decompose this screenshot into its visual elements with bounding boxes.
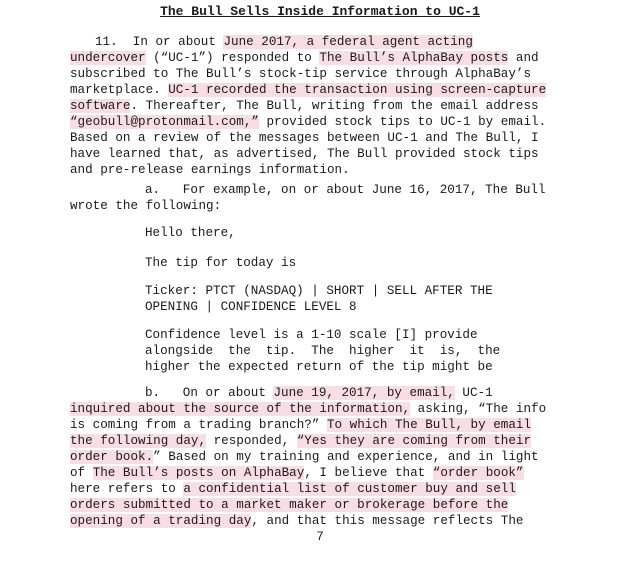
quote-line <box>145 299 357 315</box>
text-run: (“UC-1”) responded to <box>145 51 320 65</box>
page-title <box>0 4 640 20</box>
highlighted-text: June 2017, a federal agent acting <box>223 35 473 49</box>
paragraph-line <box>145 182 546 198</box>
text-run: Based on a review of the messages between UC-1 and The Bull, I <box>70 131 539 145</box>
paragraph-line <box>70 114 546 130</box>
paragraph-line <box>70 417 531 433</box>
highlighted-text: “order book” <box>432 466 524 480</box>
paragraph-line <box>70 82 546 98</box>
highlighted-text: inquired about the source of the information, <box>70 402 411 416</box>
quote-line <box>145 343 500 359</box>
paragraph-line <box>70 497 508 513</box>
text-run: and pre-release earnings information. <box>70 163 350 177</box>
quote-line <box>145 225 236 241</box>
paragraph-line <box>70 198 221 214</box>
highlighted-text: To which The Bull, by email <box>326 418 532 432</box>
text-run: here refers to <box>70 482 184 496</box>
text-run: ” Based on my training and experience, and in light <box>153 450 539 464</box>
text-run: of <box>70 466 93 480</box>
paragraph-line <box>145 385 493 401</box>
paragraph-line <box>95 34 473 50</box>
text-run: alongside the tip. The higher it is, the <box>145 344 501 358</box>
paragraph-line <box>70 433 531 449</box>
paragraph-line <box>70 162 350 178</box>
highlighted-text: the following day, <box>70 434 207 448</box>
quote-line <box>145 255 296 271</box>
highlighted-text: software <box>70 99 131 113</box>
text-run: b. On or about <box>145 386 274 400</box>
text-run: a. For example, on or about June 16, 2017, The Bull <box>145 183 546 197</box>
text-run: OPENING | CONFIDENCE LEVEL 8 <box>145 300 357 314</box>
text-run: . Thereafter, The Bull, writing from the email address <box>130 99 539 113</box>
page-number: 7 <box>316 530 324 544</box>
text-run: , I believe that <box>304 466 433 480</box>
text-run: asking, “The info <box>410 402 547 416</box>
highlighted-text: “geobull@protonmail.com,” <box>70 115 259 129</box>
text-run: higher the expected return of the tip might be <box>145 360 493 374</box>
text-run: provided stock tips to UC-1 by email. <box>258 115 547 129</box>
highlighted-text: undercover <box>70 51 146 65</box>
highlighted-text: “Yes they are coming from their <box>296 434 532 448</box>
paragraph-line <box>70 98 539 114</box>
text-run: Ticker: PTCT (NASDAQ) | SHORT | SELL AFTER THE <box>145 284 493 298</box>
highlighted-text: order book. <box>70 450 154 464</box>
paragraph-line <box>70 50 539 66</box>
text-run: wrote the following: <box>70 199 222 213</box>
paragraph-line <box>70 146 539 162</box>
text-run: subscribed to The Bull’s stock-tip service through AlphaBay’s <box>70 67 532 81</box>
text-run: Confidence level is a 1-10 scale [I] provide <box>145 328 478 342</box>
text-run: The tip for today is <box>145 256 297 270</box>
text-run: 11. In or about <box>95 35 224 49</box>
paragraph-line <box>70 513 523 529</box>
highlighted-text: a confidential list of customer buy and sell <box>183 482 516 496</box>
highlighted-text: orders submitted to a market maker or brokerage before the <box>70 498 509 512</box>
paragraph-line <box>70 481 516 497</box>
quote-line <box>145 359 493 375</box>
text-run: UC-1 <box>454 386 493 400</box>
text-run: is coming from a trading branch?” <box>70 418 327 432</box>
quote-line <box>145 283 493 299</box>
highlighted-text: opening of a trading day <box>70 514 252 528</box>
page-title-text: The Bull Sells Inside Information to UC-1 <box>160 4 480 19</box>
text-run: and <box>508 51 539 65</box>
quote-line <box>145 327 478 343</box>
highlighted-text: June 19, 2017, by email, <box>273 386 455 400</box>
highlighted-text: The Bull’s posts on AlphaBay <box>92 466 305 480</box>
text-run: marketplace. <box>70 83 169 97</box>
highlighted-text: The Bull’s AlphaBay posts <box>319 51 509 65</box>
paragraph-line <box>70 401 546 417</box>
text-run: have learned that, as advertised, The Bull provided stock tips <box>70 147 539 161</box>
paragraph-line <box>70 449 539 465</box>
paragraph-line <box>70 465 524 481</box>
text-run: , and that this message reflects The <box>251 514 524 528</box>
paragraph-line <box>70 130 539 146</box>
text-run: responded, <box>206 434 297 448</box>
text-run: Hello there, <box>145 226 236 240</box>
highlighted-text: UC-1 recorded the transaction using screen-capture <box>168 83 547 97</box>
paragraph-line <box>70 66 531 82</box>
